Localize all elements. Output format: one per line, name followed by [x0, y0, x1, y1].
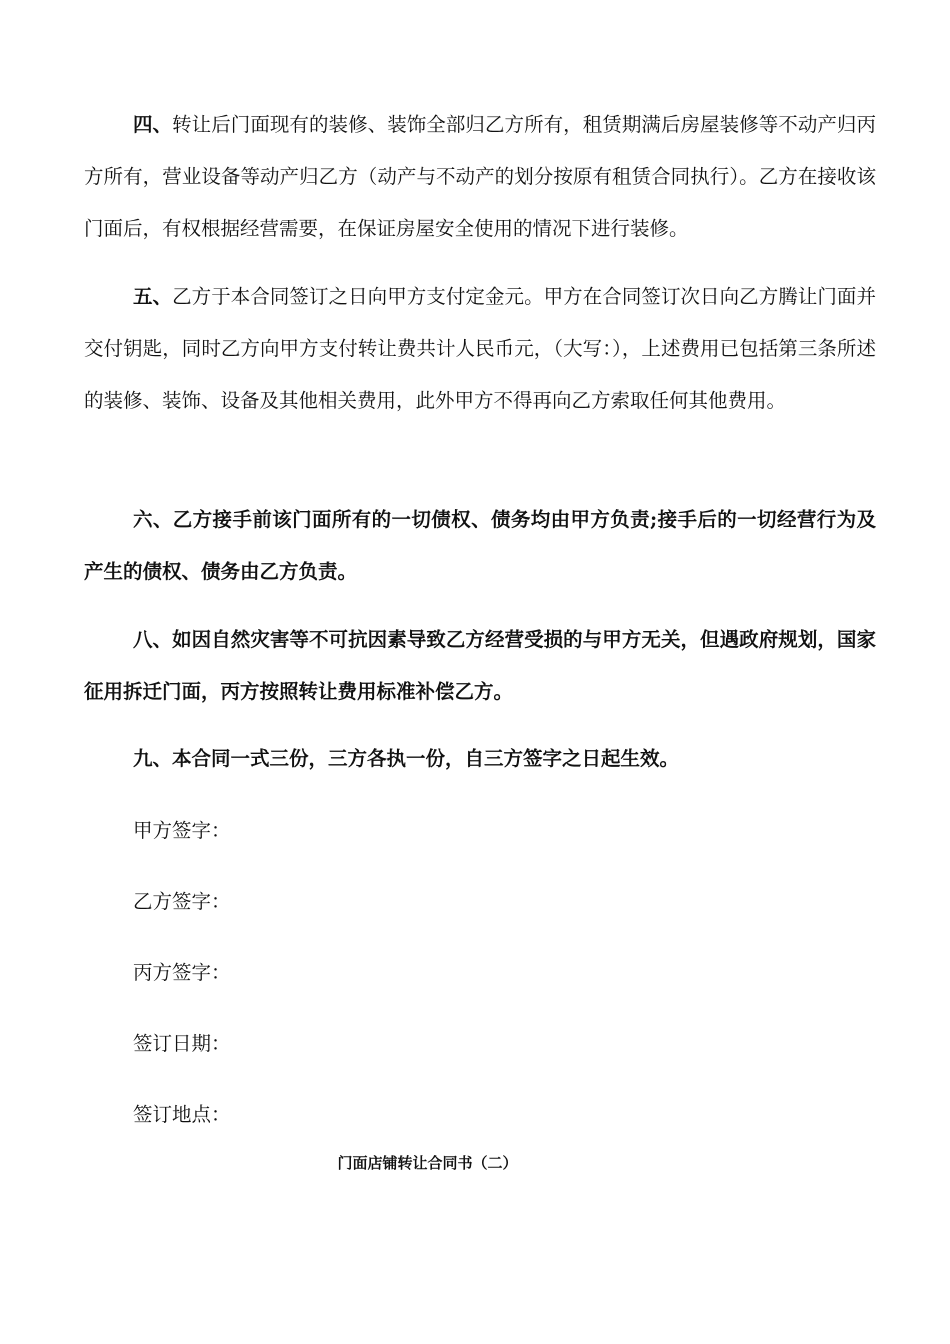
- clause-6-text: 乙方接手前该门面所有的一切债权、债务均由甲方负责;接手后的一切经营行为及产生的债权、债务由乙方负责。: [84, 508, 876, 583]
- signature-party-b: 乙方签字：: [133, 890, 231, 913]
- signing-date: 签订日期：: [133, 1032, 231, 1055]
- clause-4-number: 四、: [133, 113, 173, 136]
- clause-4: [84, 99, 876, 255]
- clause-9-number: 九、: [133, 747, 173, 770]
- clause-6-number: 六、: [133, 508, 173, 531]
- signature-party-c: 丙方签字：: [133, 961, 231, 984]
- clause-8-number: 八、: [133, 628, 173, 651]
- clause-8: [84, 614, 876, 718]
- clause-9: [84, 733, 876, 785]
- signing-place: 签订地点：: [133, 1103, 231, 1126]
- clause-5-text: 乙方于本合同签订之日向甲方支付定金元。甲方在合同签订次日向乙方腾让门面并交付钥匙，同时乙方向甲方支付转让费共计人民币元，（大写：），上述费用已包括第三条所述的装修、装饰、设备及其他相关费用，此外甲方不得再向乙方索取任何其他费用。: [84, 285, 876, 412]
- clause-5: [84, 271, 876, 427]
- clause-6: [84, 494, 876, 598]
- clause-9-text: 本合同一式三份，三方各执一份，自三方签字之日起生效。: [172, 747, 680, 770]
- footer-title: 门面店铺转让合同书（二）: [337, 1154, 518, 1172]
- clause-8-text: 如因自然灾害等不可抗因素导致乙方经营受损的与甲方无关，但遇政府规划，国家征用拆迁门面，丙方按照转让费用标准补偿乙方。: [84, 628, 876, 703]
- clause-4-text: 转让后门面现有的装修、装饰全部归乙方所有，租赁期满后房屋装修等不动产归丙方所有，营业设备等动产归乙方（动产与不动产的划分按原有租赁合同执行）。乙方在接收该门面后，有权根据经营需要，在保证房屋安全使用的情况下进行装修。: [84, 113, 876, 240]
- signature-party-a: 甲方签字：: [133, 819, 231, 842]
- clause-5-number: 五、: [133, 285, 173, 308]
